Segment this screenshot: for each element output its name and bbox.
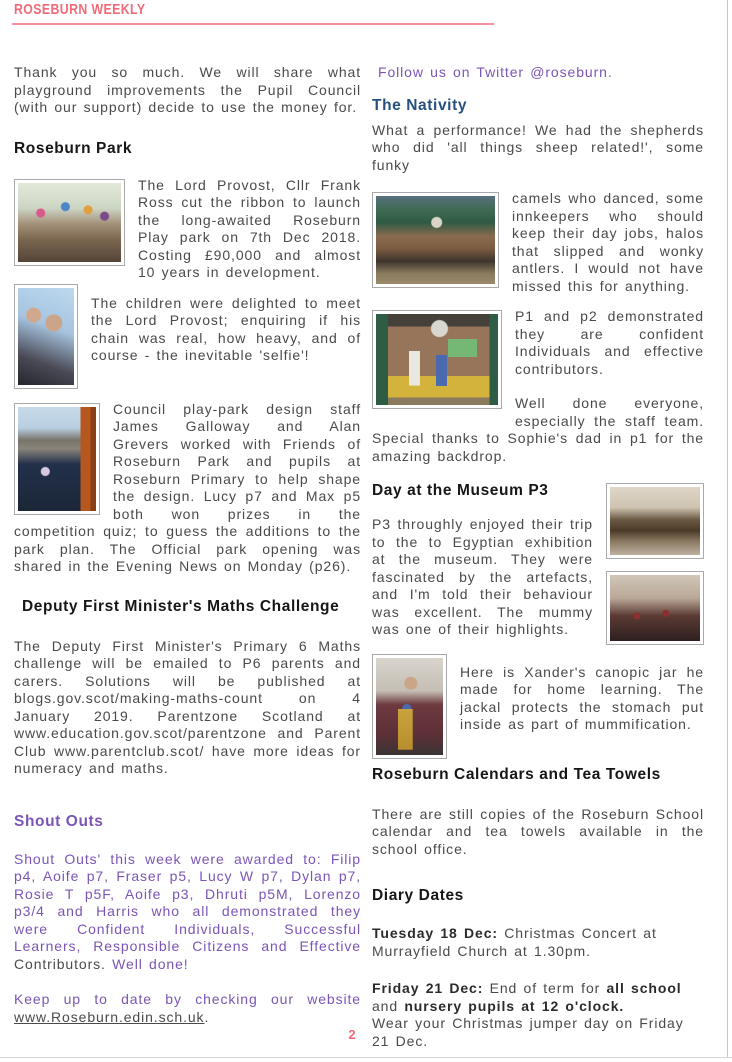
- two-column-body: [14, 64, 732, 1050]
- diary-friday-text1: End of term for: [483, 980, 607, 996]
- website-intro-text: Keep up to date by checking our website: [14, 991, 361, 1007]
- nativity-group-image: [376, 196, 495, 284]
- diary-friday-label: Friday 21 Dec:: [372, 980, 484, 996]
- xander-block: [372, 652, 704, 734]
- header-rule: [12, 23, 494, 25]
- diary-friday-text3: Wear your Christmas jumper day on Friday 21 Dec.: [372, 1015, 684, 1049]
- diary-friday-bold2: nursery pupils at 12 o'clock.: [404, 997, 625, 1014]
- museum-group-image: [610, 575, 700, 641]
- park-item-opening: [14, 177, 361, 282]
- heading-maths-challenge: Deputy First Minister's Maths Challenge: [22, 597, 340, 615]
- xander-jar-image: [376, 658, 443, 755]
- page-edge-bottom: [0, 1057, 732, 1058]
- photo-museum-group: [606, 571, 704, 645]
- photo-park-opening: [14, 179, 125, 266]
- right-column: [372, 64, 704, 1050]
- shout-outs-purple: Shout Outs' this week were awarded to: Filip p4, Aoife p7, Fraser p5, Lucy W p7, Dylan p7, Rosie T p5F, Aoife p3, Dhruti p5M, Lorenzo p3/4 and Harris who all demonstrated they were Confident Individuals, Successful Learners, Responsible Citizens and Effective: [14, 850, 361, 954]
- diary-friday-bold1: all school: [606, 980, 682, 996]
- website-link[interactable]: www.Roseburn.edin.sch.uk: [14, 1008, 205, 1025]
- nativity-wrap-block: [372, 190, 704, 295]
- nativity-intro-text: What a performance! We had the shepherds who did 'all things sheep related!', some funky: [372, 121, 704, 173]
- park-selfie-text: The children were delighted to meet the Lord Provost; enquiring if his chain was real, how heavy, and of course - the inevitable 'selfie'!: [91, 294, 361, 363]
- nativity-p1p2-text: P1 and p2 demonstrated they are confident Individuals and effective contributors.: [515, 308, 704, 377]
- photo-xander-jar: [372, 654, 447, 759]
- newsletter-title: ROSEBURN WEEKLY: [14, 1, 146, 18]
- heading-shout-outs: Shout Outs: [14, 812, 104, 830]
- website-period: .: [204, 1008, 210, 1025]
- page-number: 2: [348, 1027, 356, 1042]
- heading-diary-dates: Diary Dates: [372, 887, 464, 904]
- museum-photos: [606, 483, 704, 645]
- calendars-text: There are still copies of the Roseburn School calendar and tea towels available in the school office.: [372, 805, 704, 857]
- photo-provost-selfie: [14, 284, 78, 389]
- nativity-scene-block: [372, 308, 704, 465]
- maths-challenge-text: The Deputy First Minister's Primary 6 Maths challenge will be emailed to P6 parents and carers. Solutions will be published at blogs.gov.scot/making-maths-count on 4 January 2019. Parentzone Scotland at www.education.gov.scot/parentzone and Parent Club www.parentclub.scot/ have more ideas for numeracy and maths.: [14, 637, 361, 776]
- heading-nativity: The Nativity: [372, 96, 468, 114]
- shout-outs-dark: Contributors.: [14, 955, 106, 972]
- park-design-text: Council play-park design staff James Galloway and Alan Grevers worked with Friends of Roseburn Park and pupils at Roseburn Primary to help shape the design. Lucy p7 and Max p5 both won prizes in the competition quiz; to guess the additions to the park plan. The Official park opening was shared in the Evening News on Monday (p26).: [14, 400, 361, 574]
- park-item-selfie: [14, 282, 361, 395]
- park-item-design: [14, 401, 361, 576]
- heading-calendars: Roseburn Calendars and Tea Towels: [372, 765, 661, 783]
- park-opening-text: The Lord Provost, Cllr Frank Ross cut the ribbon to launch the long-awaited Roseburn Play park on 7th Dec 2018. Costing £90,000 and almost 10 years in development.: [138, 176, 361, 280]
- photo-nativity-scene: [372, 310, 502, 409]
- nativity-wrapped-text: camels who danced, some innkeepers who should keep their day jobs, halos that slipped and wonky antlers. I would not have missed this for anything.: [512, 190, 704, 294]
- left-column: [14, 64, 361, 1050]
- diary-tuesday-text: Christmas Concert at Murrayfield Church at 1.30pm.: [372, 925, 657, 959]
- play-park-image: [18, 407, 96, 511]
- shout-outs-text: [14, 851, 361, 974]
- page-edge-right: [727, 0, 728, 1058]
- museum-exhibit-image: [610, 487, 700, 555]
- masthead: [14, 1, 174, 19]
- park-opening-image: [18, 183, 121, 262]
- museum-text: P3 throughly enjoyed their trip to the to Egyptian exhibition at the museum. They were fascinated by the artefacts, and I'm told their behaviour was excellent. The mummy was one of their highlights.: [372, 516, 593, 637]
- nativity-scene-image: [376, 314, 498, 405]
- shout-outs-end: Well done!: [105, 955, 189, 972]
- twitter-line: Follow us on Twitter @roseburn.: [378, 64, 613, 80]
- photo-nativity-group: [372, 192, 499, 288]
- nativity-welldone-text: Well done everyone, especially the staff team. Special thanks to Sophie's dad in p1 for the amazing backdrop.: [372, 395, 704, 464]
- photo-museum-exhibit: [606, 483, 704, 559]
- photo-play-park: [14, 403, 100, 515]
- heading-museum: Day at the Museum P3: [372, 482, 549, 499]
- diary-friday-text2: and: [372, 997, 405, 1014]
- diary-tuesday: [372, 925, 704, 960]
- provost-selfie-image: [18, 288, 74, 385]
- intro-paragraph: Thank you so much. We will share what playground improvements the Pupil Council (with our support) decide to use the money for.: [14, 64, 361, 115]
- xander-text: Here is Xander's canopic jar he made for home learning. The jackal protects the stomach put inside as part of mummification.: [460, 663, 704, 732]
- diary-tuesday-label: Tuesday 18 Dec:: [372, 925, 498, 941]
- heading-roseburn-park: Roseburn Park: [14, 139, 133, 157]
- website-paragraph: [14, 991, 361, 1026]
- museum-section: [372, 481, 704, 734]
